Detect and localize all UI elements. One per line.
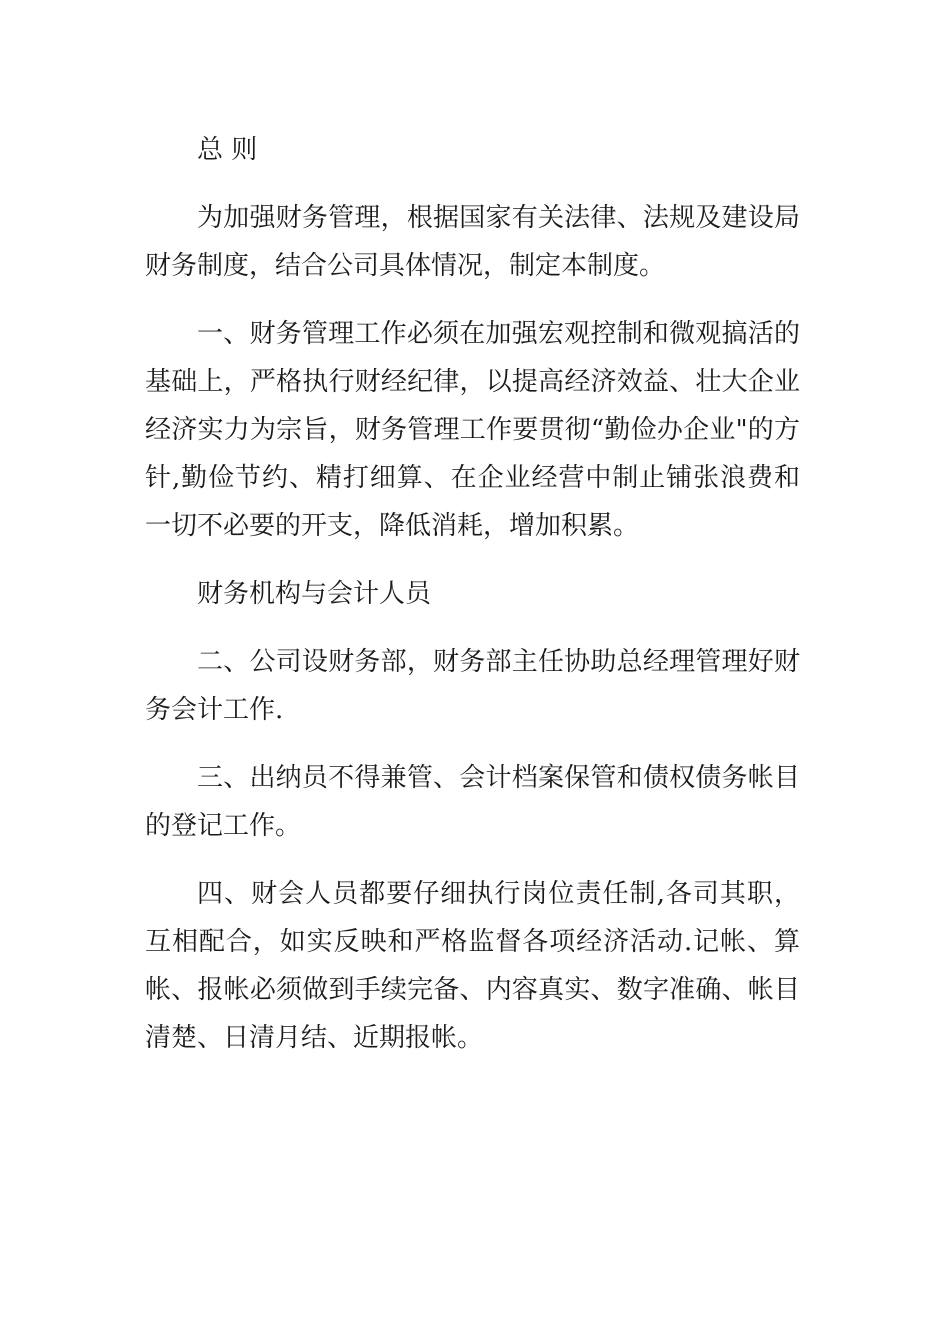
paragraph-article-2: 二、公司设财务部，财务部主任协助总经理管理好财务会计工作. bbox=[145, 647, 800, 725]
paragraph-article-1: 一、财务管理工作必须在加强宏观控制和微观搞活的基础上，严格执行财经纪律，以提高经济效益、壮大企业经济实力为宗旨，财务管理工作要贯彻“勤俭办企业"的方针,勤俭节约、精打细算、在企业经营中制止铺张浪费和一切不必要的开支，降低消耗，增加积累。 bbox=[145, 319, 800, 541]
section-heading-general: 总 则 bbox=[197, 135, 258, 165]
section-heading-finance-staff: 财务机构与会计人员 bbox=[197, 579, 432, 609]
paragraph-purpose: 为加强财务管理，根据国家有关法律、法规及建设局财务制度，结合公司具体情况，制定本制度。 bbox=[145, 203, 800, 281]
paragraph-article-4: 四、财会人员都要仔细执行岗位责任制,各司其职，互相配合，如实反映和严格监督各项经济活动.记帐、算帐、报帐必须做到手续完备、内容真实、数字准确、帐目清楚、日清月结、近期报帐。 bbox=[145, 879, 800, 1053]
document-body bbox=[145, 126, 800, 1082]
paragraph-article-3: 三、出纳员不得兼管、会计档案保管和债权债务帐目的登记工作。 bbox=[145, 763, 800, 841]
